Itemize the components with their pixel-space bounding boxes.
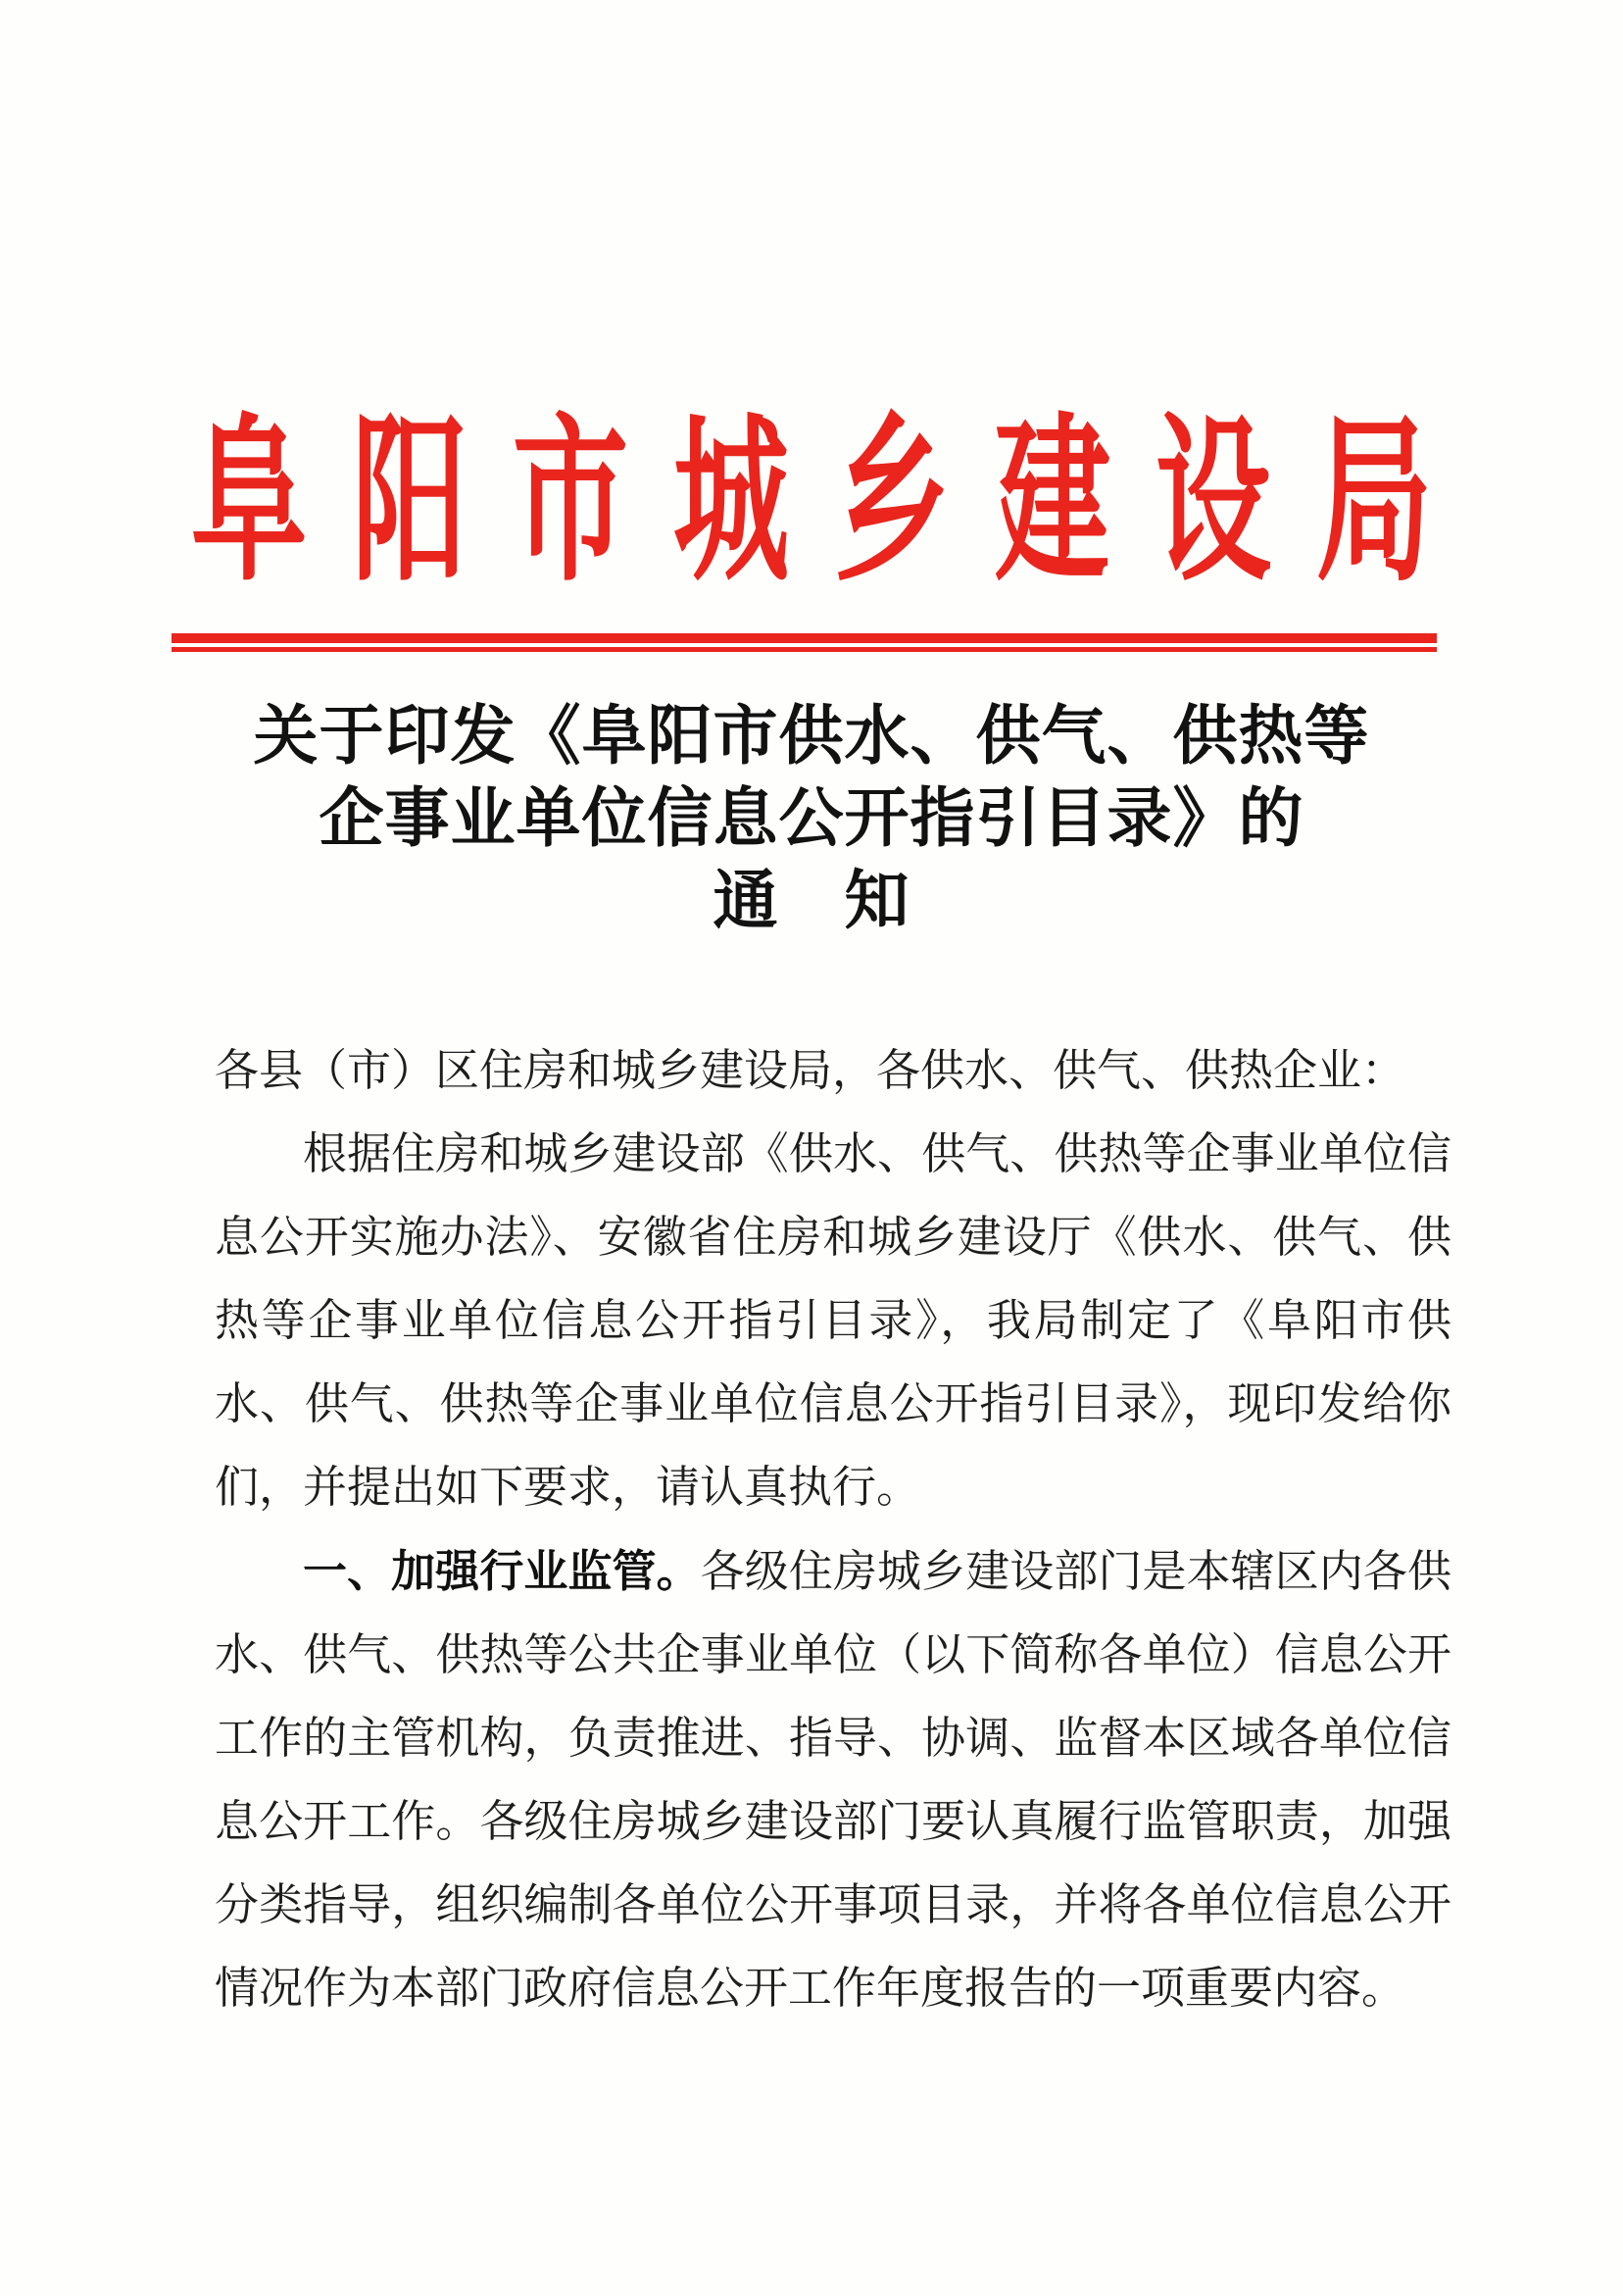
divider-thin-line [172, 647, 1437, 652]
document-title-line-3: 通 知 [713, 864, 910, 936]
paragraph-2-lead: 一、加强行业监管。 [303, 1546, 701, 1596]
document-title-line-2: 企事业单位信息公开指引目录》的 [319, 781, 1304, 854]
paragraph-2-text: 各级住房城乡建设部门是本辖区内各供水、供气、供热等公共企事业单位（以下简称各单位）信息公开工作的主管机构，负责推进、指导、协调、监督本区域各单位信息公开工作。各级住房城乡建设部门要认真履行监管职责，加强分类指导，组织编制各单位公开事项目录，并将各单位信息公开情况作为本部门政府信息公开工作年度报告的一项重要内容。 [215, 1547, 1451, 2013]
salutation: 各县（市）区住房和城乡建设局，各供水、供气、供热企业： [215, 1046, 1406, 1095]
paragraph-2 [215, 1529, 1451, 2030]
document-body [215, 1029, 1451, 2030]
divider-thick-line [172, 633, 1437, 643]
document-title [0, 694, 1623, 941]
document-title-line-1: 关于印发《阜阳市供水、供气、供热等 [253, 699, 1370, 772]
letterhead-agency-title: 阜阳市城乡建设局 [190, 403, 1477, 603]
paragraph-1: 根据住房和城乡建设部《供水、供气、供热等企事业单位信息公开实施办法》、安徽省住房和城乡建设厅《供水、供气、供热等企事业单位信息公开指引目录》，我局制定了《阜阳市供水、供气、供热等企事业单位信息公开指引目录》，现印发给你们，并提出如下要求，请认真执行。 [215, 1129, 1451, 1512]
letterhead-divider [172, 633, 1437, 652]
letterhead [0, 403, 1623, 603]
